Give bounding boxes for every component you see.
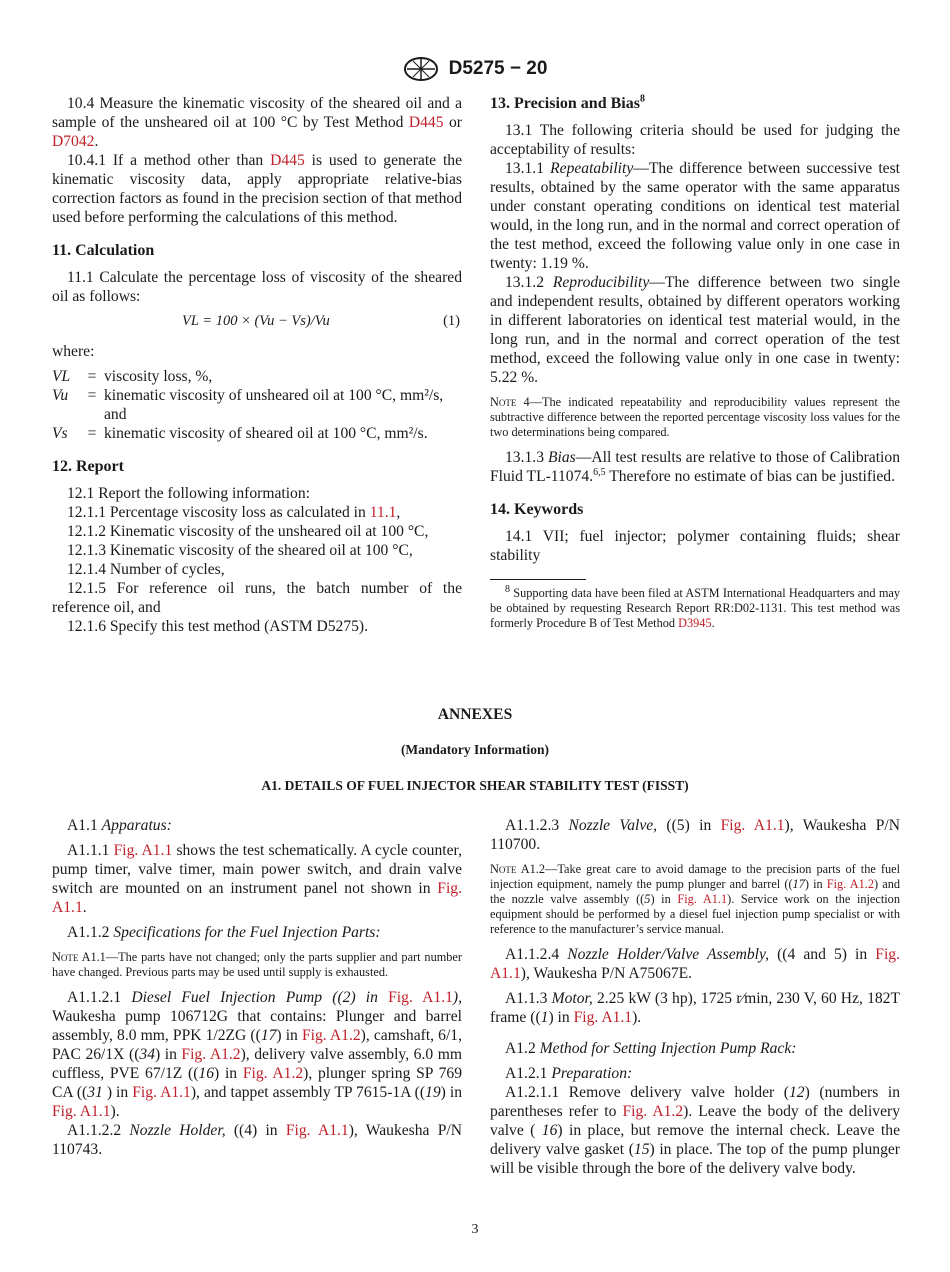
section-12-heading: 12. Report xyxy=(52,458,124,475)
link-fig-a1-1[interactable]: Fig. A1.1 xyxy=(573,1009,633,1026)
astm-logo-icon xyxy=(403,56,439,82)
link-fig-a1-1[interactable]: Fig. A1.1 xyxy=(285,1122,349,1139)
link-fig-a1-1[interactable]: Fig. A1.1 xyxy=(52,1103,111,1120)
annexes-title: ANNEXES xyxy=(437,706,513,723)
paragraph-a1-1: A1.1 Apparatus: xyxy=(67,817,172,834)
annex-a1-title: A1. DETAILS OF FUEL INJECTOR SHEAR STABILITY TEST (FISST) xyxy=(261,778,689,793)
paragraph-11-1: 11.1 Calculate the percentage loss of viscosity of the sheared oil as follows: xyxy=(52,269,462,305)
definition-row: Vu = kinematic viscosity of unsheared oil at 100 °C, mm²/s, and xyxy=(52,387,444,423)
paragraph-a1-2-1: A1.2.1 Preparation: xyxy=(505,1065,633,1082)
paragraph-a1-2: A1.2 Method for Setting Injection Pump Rack: xyxy=(505,1040,797,1057)
annexes-subtitle: (Mandatory Information) xyxy=(400,742,550,757)
paragraph-10-4-1: 10.4.1 If a method other than D445 is used to generate the kinematic viscosity data, apply appropriate relative-bias correction factors as found in the precision section of that method used before performing the calculations of this method. xyxy=(52,152,462,226)
link-d7042[interactable]: D7042 xyxy=(52,133,95,150)
link-11-1[interactable]: 11.1 xyxy=(369,504,397,521)
paragraph-a1-1-2: A1.1.2 Specifications for the Fuel Injection Parts: xyxy=(67,924,381,941)
paragraph-12-1-5: 12.1.5 For reference oil runs, the batch number of the reference oil, and xyxy=(52,580,462,616)
definition-row: Vs = kinematic viscosity of sheared oil at 100 °C, mm²/s. xyxy=(52,425,428,442)
paragraph-12-1-1: 12.1.1 Percentage viscosity loss as calculated in 11.1, xyxy=(67,504,401,521)
footnote-8: $^8$ Supporting data have been filed at ASTM International Headquarters and may be obtained by requesting Research Report RR:D02-1131. This test method was formerly Procedure B of Test Method D3945. xyxy=(490,583,900,630)
link-fig-a1-1[interactable]: Fig. A1.1 xyxy=(388,989,453,1006)
page-header xyxy=(0,56,950,82)
paragraph-12-1: 12.1 Report the following information: xyxy=(67,485,310,502)
definitions-list xyxy=(52,367,462,443)
definition-row: VL = viscosity loss, %, xyxy=(52,368,213,385)
paragraph-10-4: 10.4 Measure the kinematic viscosity of the sheared oil and a sample of the unsheared oil at 100 °C by Test Method D445 or D7042. xyxy=(52,95,462,150)
paragraph-a1-1-2-4: A1.1.2.4 Nozzle Holder/Valve Assembly, ((4 and 5) in Fig. A1.1), Waukesha P/N A75067E. xyxy=(490,946,900,982)
link-fig-a1-1[interactable]: Fig. A1.1 xyxy=(132,1084,191,1101)
link-fig-a1-2[interactable]: Fig. A1.2 xyxy=(301,1027,361,1044)
section-14-heading: 14. Keywords xyxy=(490,501,584,518)
link-fig-a1-1[interactable]: Fig. A1.1 xyxy=(52,880,462,916)
equation-1 xyxy=(52,312,462,334)
paragraph-13-1: 13.1 The following criteria should be used for judging the acceptability of results: xyxy=(490,122,900,158)
link-fig-a1-1[interactable]: Fig. A1.1 xyxy=(490,946,900,982)
note-a1-2: Note A1.2—Take great care to avoid damage to the precision parts of the fuel injection equipment, namely the pump plunger and barrel ((17) in Fig. A1.2) and the nozzle valve assembly ((5) in Fig. A1.1). Service work on the injection equipment should be performed by a diesel fuel injection pump specialist or with reference to the manufacturer’s service manual. xyxy=(490,862,900,936)
paragraph-13-1-2: 13.1.2 Reproducibility—The difference between two single and independent results, obtained by different operators working in different laboratories on identical test material would, in the long run, and in the normal and correct operation of the test method, exceed the following value only in one case in twenty: 5.22 %. xyxy=(490,274,900,386)
footnote-divider xyxy=(490,579,586,580)
link-fig-a1-1[interactable]: Fig. A1.1 xyxy=(677,892,728,906)
paragraph-12-1-4: 12.1.4 Number of cycles, xyxy=(67,561,225,578)
link-fig-a1-2[interactable]: Fig. A1.2 xyxy=(181,1046,241,1063)
link-fig-a1-2[interactable]: Fig. A1.2 xyxy=(242,1065,304,1082)
link-d3945[interactable]: D3945 xyxy=(678,616,712,630)
note-4: Note 4—The indicated repeatability and reproducibility values represent the subtractive difference between the reported percentage viscosity loss values for the two determinations being compared. xyxy=(490,395,900,439)
link-fig-a1-2[interactable]: Fig. A1.2 xyxy=(622,1103,684,1120)
where-label: where: xyxy=(52,343,95,360)
paragraph-13-1-3: 13.1.3 Bias—All test results are relative to those of Calibration Fluid TL-11074.$^{6,5}$ Therefore no estimate of bias can be justified. xyxy=(490,449,900,485)
paragraph-12-1-6: 12.1.6 Specify this test method (ASTM D5275). xyxy=(67,618,369,635)
equation-expression: VL = 100 × (Vu − Vs)/Vu xyxy=(182,313,330,329)
section-11-heading: 11. Calculation xyxy=(52,242,155,259)
right-column-top xyxy=(490,94,900,631)
standard-designation: D5275 − 20 xyxy=(448,58,548,79)
paragraph-a1-1-3: A1.1.3 Motor, 2.25 kW (3 hp), 1725 r⁄min, 230 V, 60 Hz, 182T frame ((1) in Fig. A1.1). xyxy=(490,990,900,1026)
paragraph-a1-1-2-2: A1.1.2.2 Nozzle Holder, ((4) in Fig. A1.1), Waukesha P/N 110743. xyxy=(52,1122,462,1158)
right-column-bottom xyxy=(490,816,900,1178)
left-column-bottom xyxy=(52,816,462,1159)
section-13-heading: 13. Precision and Bias$^8$ xyxy=(490,93,645,112)
page-number: 3 xyxy=(471,1222,479,1237)
link-fig-a1-2[interactable]: Fig. A1.2 xyxy=(826,877,874,891)
paragraph-13-1-1: 13.1.1 Repeatability—The difference between successive test results, obtained by the same operator with the same apparatus under constant operating conditions on identical test material would, in the long run, and in the normal and correct operation of the test method, exceed the following value only in one case in twenty: 1.19 %. xyxy=(490,160,900,272)
paragraph-12-1-2: 12.1.2 Kinematic viscosity of the unsheared oil at 100 °C, xyxy=(67,523,429,540)
link-d445[interactable]: D445 xyxy=(270,152,305,169)
paragraph-a1-1-1: A1.1.1 Fig. A1.1 shows the test schematically. A cycle counter, pump timer, valve timer, main power switch, and drain valve switch are mounted on an instrument panel not shown in Fig. A1.1. xyxy=(52,842,462,916)
paragraph-a1-1-2-1: A1.1.2.1 Diesel Fuel Injection Pump ((2) in Fig. A1.1), Waukesha pump 106712G that contains: Plunger and barrel assembly, 8.0 mm, PPK 1/2ZG ((17) in Fig. A1.2), camshaft, 6/1, PAC 26/1X ((34) in Fig. A1.2), delivery valve assembly, 6.0 mm cuffless, PVE 67/1Z ((16) in Fig. A1.2), plunger spring SP 769 CA ((31 ) in Fig. A1.1), and tappet assembly TP 7615-1A ((19) in Fig. A1.1). xyxy=(52,989,462,1120)
paragraph-a1-2-1-1: A1.2.1.1 Remove delivery valve holder (12) (numbers in parentheses refer to Fig. A1.2). Leave the body of the delivery valve ( 16) in place, but remove the internal check. Leave the delivery valve gasket (15) in place. The top of the pump plunger will be visible through the bore of the delivery valve body. xyxy=(490,1084,901,1177)
paragraph-a1-1-2-3: A1.1.2.3 Nozzle Valve, ((5) in Fig. A1.1), Waukesha P/N 110700. xyxy=(490,817,900,853)
left-column-top xyxy=(52,94,462,636)
link-fig-a1-1[interactable]: Fig. A1.1 xyxy=(720,817,785,834)
paragraph-12-1-3: 12.1.3 Kinematic viscosity of the sheared oil at 100 °C, xyxy=(67,542,413,559)
paragraph-14-1: 14.1 VII; fuel injector; polymer containing fluids; shear stability xyxy=(490,528,900,564)
link-d445[interactable]: D445 xyxy=(408,114,444,131)
note-a1-1: Note A1.1—The parts have not changed; only the parts supplier and part number have changed. Previous parts may be used until supply is exhausted. xyxy=(52,950,462,979)
link-fig-a1-1[interactable]: Fig. A1.1 xyxy=(113,842,173,859)
equation-number: (1) xyxy=(443,313,460,329)
